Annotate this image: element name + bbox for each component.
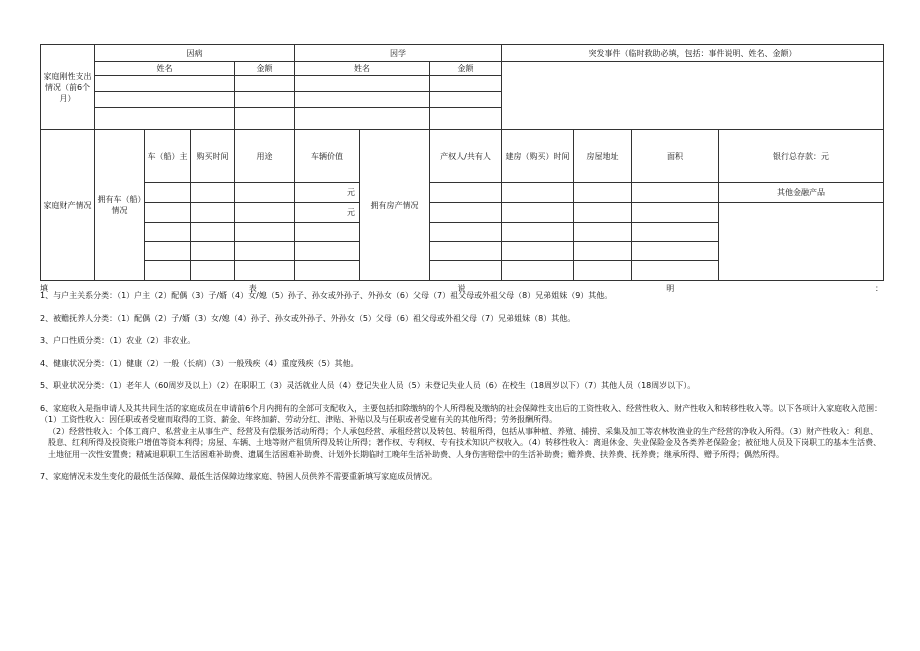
- area-cell[interactable]: [632, 183, 719, 203]
- illness-header: 因病: [95, 45, 295, 62]
- address-cell[interactable]: [574, 203, 632, 223]
- usage-cell[interactable]: [235, 183, 295, 203]
- build-time-cell[interactable]: [502, 242, 574, 261]
- study-amount-cell[interactable]: [430, 92, 502, 108]
- form-sheet: [40, 44, 883, 294]
- heading-char: 说: [457, 284, 466, 293]
- vehicle-value-cell[interactable]: 元: [295, 183, 360, 203]
- note-unchanged: 7、家庭情况未发生变化的最低生活保障、最低生活保障边缘家庭、特困人员供养不需要重新填写家庭成员情况。: [40, 472, 438, 481]
- vehicle-owner-cell[interactable]: [145, 242, 191, 261]
- area-header: 面积: [632, 130, 719, 183]
- note-income-2: （2）经营性收入：个体工商户、私营业主从事生产、经营及有偿服务活动所得；个人承包经营、承租经营以及转包、转租所得，包括从事种植、养殖、捕捞、采集及加工等农林牧渔业的生产经营的净收入所得。（3）财产性收入：利息、股息、红利所得及投资账户增值等资本利得；房屋、车辆、土地等财产租赁所得及转让所得；著作权、专利权、专有技术知识产权收入。（4）转移性收入：离退休金、失业保险金及各类养老保险金；被征地人员及下岗职工的基本生活费、土地征用一次性安置费；精减退职职工生活困难补助费、遗属生活困难补助费、计划外长期临时工晚年生活补助费、人身伤害赔偿中的生活补助费；赡养费、扶养费、抚养费；继承所得、赠予所得；偶然所得。: [48, 426, 882, 459]
- note-health: 4、健康状况分类：（1）健康（2）一般（长病）（3）一般残疾（4）重度残疾（5）其他。: [40, 358, 359, 368]
- study-name-header: 姓名: [295, 62, 430, 76]
- illness-amount-cell[interactable]: [235, 76, 295, 92]
- address-cell[interactable]: [574, 223, 632, 242]
- purchase-time-header: 购买时间: [191, 130, 235, 183]
- illness-name-cell[interactable]: [95, 76, 235, 92]
- ownership-cell[interactable]: [430, 203, 502, 223]
- usage-cell[interactable]: [235, 261, 295, 281]
- other-finance-cell[interactable]: [719, 203, 884, 281]
- area-cell[interactable]: [632, 261, 719, 281]
- purchase-time-cell[interactable]: [191, 242, 235, 261]
- heading-char: 明: [666, 284, 675, 293]
- study-amount-cell[interactable]: [430, 108, 502, 130]
- study-amount-header: 金额: [430, 62, 502, 76]
- note-hukou: 3、户口性质分类：（1）农业（2）非农业。: [40, 336, 196, 345]
- other-finance-header: 其他金融产品: [719, 183, 884, 203]
- purchase-time-cell[interactable]: [191, 223, 235, 242]
- emergency-header: 突发事件（临时救助必填，包括：事件说明、姓名、金额）: [502, 45, 884, 62]
- vehicle-section-label: 拥有车（船）情况: [95, 130, 145, 281]
- address-cell[interactable]: [574, 183, 632, 203]
- vehicle-value-cell[interactable]: 元: [295, 203, 360, 223]
- heading-char: 填: [40, 284, 48, 293]
- note-income-1: 6、家庭收入是指申请人及其共同生活的家庭成员在申请前6个月内拥有的全部可支配收入，主要包括扣除缴纳的个人所得税及缴纳的社会保障性支出后的工资性收入、经营性收入、财产性收入和转移性收入等。以下各项计入家庭收入范围：（1）工资性收入：因任职或者受雇而取得的工资、薪金、年终加薪、劳动分红、津贴、补贴以及与任职或者受雇有关的其他所得；劳务报酬所得。: [40, 403, 883, 424]
- illness-amount-cell[interactable]: [235, 108, 295, 130]
- purchase-time-cell[interactable]: [191, 261, 235, 281]
- house-section-label: 拥有房产情况: [360, 130, 430, 281]
- study-name-cell[interactable]: [295, 108, 430, 130]
- study-name-cell[interactable]: [295, 76, 430, 92]
- bank-deposit-field[interactable]: 银行总存款：元: [719, 130, 884, 183]
- study-name-cell[interactable]: [295, 92, 430, 108]
- instructions-notes: [40, 290, 885, 494]
- usage-cell[interactable]: [235, 203, 295, 223]
- illness-amount-cell[interactable]: [235, 92, 295, 108]
- build-time-cell[interactable]: [502, 261, 574, 281]
- area-cell[interactable]: [632, 242, 719, 261]
- vehicle-value-cell[interactable]: [295, 242, 360, 261]
- purchase-time-cell[interactable]: [191, 183, 235, 203]
- vehicle-value-cell[interactable]: [295, 223, 360, 242]
- vehicle-owner-cell[interactable]: [145, 203, 191, 223]
- ownership-cell[interactable]: [430, 242, 502, 261]
- usage-header: 用途: [235, 130, 295, 183]
- address-cell[interactable]: [574, 242, 632, 261]
- property-section-label: 家庭财产情况: [41, 130, 95, 281]
- usage-cell[interactable]: [235, 223, 295, 242]
- note-relationship: 1、与户主关系分类：（1）户主（2）配偶（3）子/婿（4）女/媳（5）孙子、孙女或外孙子、外孙女（6）父母（7）祖父母或外祖父母（8）兄弟姐妹（9）其他。: [40, 291, 613, 300]
- study-header: 因学: [295, 45, 502, 62]
- illness-name-cell[interactable]: [95, 92, 235, 108]
- area-cell[interactable]: [632, 223, 719, 242]
- vehicle-value-header: 车辆价值: [295, 130, 360, 183]
- note-dependents: 2、被赡抚养人分类：（1）配偶（2）子/婿（3）女/媳（4）孙子、孙女或外孙子、外孙女（5）父母（6）祖父母或外祖父母（7）兄弟姐妹（8）其他。: [40, 313, 576, 323]
- illness-name-cell[interactable]: [95, 108, 235, 130]
- vehicle-owner-cell[interactable]: [145, 183, 191, 203]
- build-time-cell[interactable]: [502, 203, 574, 223]
- ownership-cell[interactable]: [430, 223, 502, 242]
- illness-amount-header: 金额: [235, 62, 295, 76]
- build-time-header: 建房（购买）时间: [502, 130, 574, 183]
- vehicle-owner-cell[interactable]: [145, 261, 191, 281]
- address-header: 房屋地址: [574, 130, 632, 183]
- ownership-cell[interactable]: [430, 261, 502, 281]
- ownership-header: 产权人/共有人: [430, 130, 502, 183]
- purchase-time-cell[interactable]: [191, 203, 235, 223]
- vehicle-owner-cell[interactable]: [145, 223, 191, 242]
- build-time-cell[interactable]: [502, 183, 574, 203]
- study-amount-cell[interactable]: [430, 76, 502, 92]
- emergency-entry-cell[interactable]: [502, 62, 884, 130]
- vehicle-owner-header: 车（船）主: [145, 130, 191, 183]
- area-cell[interactable]: [632, 203, 719, 223]
- illness-name-header: 姓名: [95, 62, 235, 76]
- heading-char: 表: [248, 284, 257, 293]
- expense-section-label: 家庭刚性支出情况（前6个月）: [41, 45, 95, 130]
- ownership-cell[interactable]: [430, 183, 502, 203]
- note-occupation: 5、职业状况分类：（1）老年人（60周岁及以上）（2）在职职工（3）灵活就业人员（4）登记失业人员（5）未登记失业人员（6）在校生（18周岁以下）（7）其他人员（18周岁以下）。: [40, 381, 696, 390]
- usage-cell[interactable]: [235, 242, 295, 261]
- heading-char: ：: [875, 284, 883, 293]
- vehicle-value-cell[interactable]: [295, 261, 360, 281]
- build-time-cell[interactable]: [502, 223, 574, 242]
- household-info-table: [40, 44, 884, 281]
- address-cell[interactable]: [574, 261, 632, 281]
